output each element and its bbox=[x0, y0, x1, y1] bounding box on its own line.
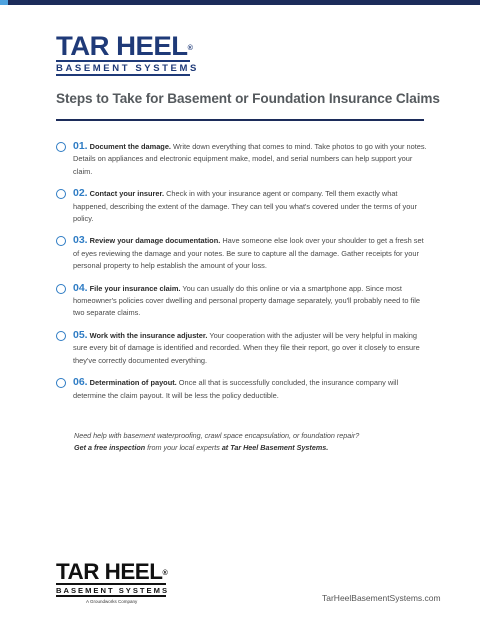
circle-bullet-icon bbox=[56, 284, 66, 294]
step-body: Once all that is successfully concluded, the insurance company will determine the claim payout. It will be less the policy deductible. bbox=[73, 378, 399, 400]
step-lead: Contact your insurer. bbox=[89, 189, 165, 199]
top-accent-bar bbox=[0, 0, 480, 5]
steps-list bbox=[56, 140, 428, 411]
title-divider bbox=[56, 119, 424, 121]
cta-middle: from your local experts bbox=[145, 443, 222, 453]
step-lead: Document the damage. bbox=[89, 142, 171, 151]
step-lead: Work with the insurance adjuster. bbox=[89, 330, 208, 340]
top-accent-mark bbox=[0, 0, 8, 5]
step-number: 06. bbox=[73, 376, 88, 389]
brand-logo-top bbox=[56, 31, 199, 76]
step-body: Have someone else look over your shoulder to get a fresh set of eyes reviewing the damage and your notes. Be sure to capture all the damage. Gather receipts for your personal property to help establish the amount of your loss. bbox=[73, 236, 424, 271]
logo-wordmark bbox=[56, 559, 168, 584]
logo-wordmark bbox=[56, 31, 193, 61]
step-item bbox=[56, 140, 428, 178]
step-number: 03. bbox=[73, 234, 88, 247]
cta-company: at Tar Heel Basement Systems. bbox=[221, 443, 329, 453]
circle-bullet-icon bbox=[56, 378, 66, 388]
step-number: 02. bbox=[73, 187, 88, 200]
step-number: 01. bbox=[73, 140, 88, 152]
logo-registered: ® bbox=[187, 45, 193, 52]
step-text bbox=[73, 282, 428, 320]
step-number: 04. bbox=[73, 281, 88, 294]
circle-bullet-icon bbox=[56, 331, 66, 341]
cta-highlight: Get a free inspection bbox=[74, 443, 146, 453]
circle-bullet-icon bbox=[56, 236, 66, 246]
logo-name: TAR HEEL bbox=[56, 31, 188, 61]
logo-registered: ® bbox=[162, 570, 168, 577]
step-item bbox=[56, 234, 428, 272]
step-text bbox=[73, 140, 428, 178]
logo-subtitle: BASEMENT SYSTEMS bbox=[56, 60, 190, 76]
step-text bbox=[73, 187, 428, 225]
step-body: Check in with your insurance agent or company. Tell them exactly what happened, describing the extent of the damage. They can tell you what's covered under the terms of your policy. bbox=[73, 189, 417, 224]
step-body: Write down everything that comes to mind. Take photos to go with your notes. Details on appliances and electronic equipment make, model, and serial numbers can help support your claim. bbox=[73, 142, 427, 176]
step-number: 05. bbox=[73, 328, 88, 341]
step-item bbox=[56, 187, 428, 225]
website-link[interactable]: TarHeelBasementSystems.com bbox=[322, 593, 441, 603]
circle-bullet-icon bbox=[56, 142, 66, 152]
step-text bbox=[73, 376, 428, 402]
brand-logo-bottom bbox=[56, 559, 170, 604]
step-item bbox=[56, 329, 428, 367]
step-text bbox=[73, 329, 428, 367]
cta-line-2 bbox=[74, 442, 434, 454]
logo-subtitle: BASEMENT SYSTEMS bbox=[56, 583, 166, 597]
step-text bbox=[73, 234, 428, 272]
logo-tagline: A Groundworks Company bbox=[86, 599, 138, 604]
step-item bbox=[56, 376, 428, 402]
call-to-action bbox=[74, 430, 434, 455]
cta-line-1: Need help with basement waterproofing, crawl space encapsulation, or foundation repair? bbox=[74, 431, 360, 440]
step-lead: Determination of payout. bbox=[89, 378, 177, 388]
logo-name: TAR HEEL bbox=[56, 559, 163, 584]
step-lead: Review your damage documentation. bbox=[89, 236, 221, 246]
step-lead: File your insurance claim. bbox=[89, 283, 181, 293]
step-item bbox=[56, 282, 428, 320]
step-body: You can usually do this online or via a smartphone app. Since most homeowner's policies cover dwelling and personal property damage separately, you'll probably need to file two separate claims. bbox=[73, 283, 420, 318]
step-body: Your cooperation with the adjuster will be very helpful in making sure every bit of damage is identified and recorded. When they file their report, go over it closely to ensure they've correctly documented everything. bbox=[73, 330, 420, 365]
page-title: Steps to Take for Basement or Foundation Insurance Claims bbox=[56, 91, 440, 106]
circle-bullet-icon bbox=[56, 189, 66, 199]
